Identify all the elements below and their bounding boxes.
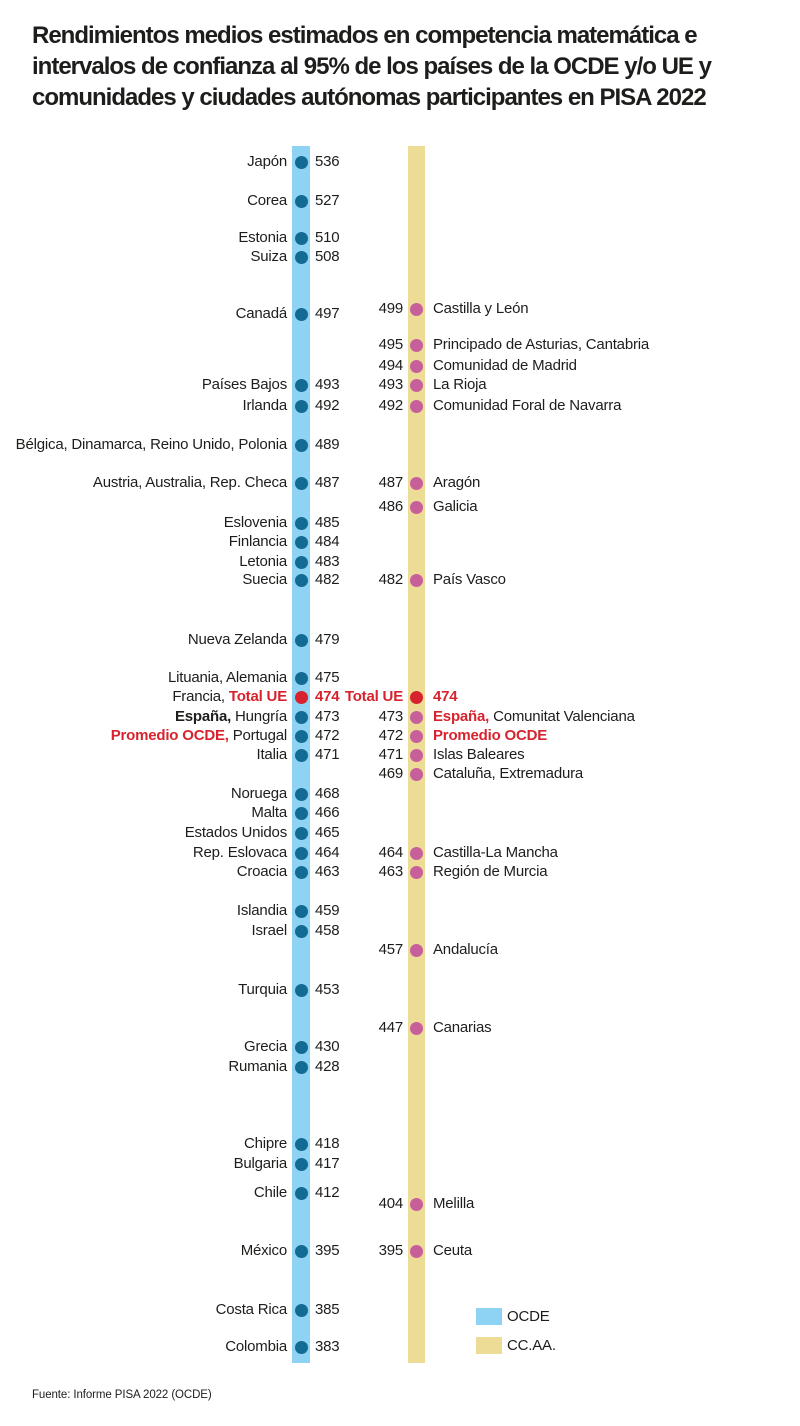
text-segment: 493 [315,376,340,393]
text-segment: Melilla [433,1195,475,1212]
text-segment: 412 [315,1184,340,1201]
text-segment: 457 [378,941,403,958]
ocde-row [0,191,800,211]
data-point-dot [410,944,423,957]
text-segment: Rep. Eslovaca [192,844,287,861]
text-segment: Total UE [228,688,287,705]
text-segment: Italia [256,746,287,763]
row-label [0,630,287,650]
row-value [280,940,403,960]
row-value [315,435,400,455]
text-segment: 395 [315,1242,340,1259]
row-value [280,1241,403,1261]
ccaa-row [0,1241,800,1261]
row-value [315,191,400,211]
text-segment: 465 [315,824,340,841]
text-segment: Islas Baleares [433,746,525,763]
row-value [315,247,400,267]
text-segment: 471 [315,746,340,763]
text-segment: Portugal [228,727,287,744]
row-value [315,1300,400,1320]
row-value [280,745,403,765]
data-point-dot [410,574,423,587]
text-segment: 492 [315,397,340,414]
ocde-row [0,980,800,1000]
ocde-row [0,228,800,248]
text-segment: 475 [315,669,340,686]
row-label [433,497,793,517]
row-value [280,356,403,376]
ocde-row [0,152,800,172]
text-segment: Comunidad de Madrid [433,357,577,374]
text-segment: Total UE [344,688,403,705]
text-segment: Bélgica, Dinamarca, Reino Unido, Polonia [15,436,287,453]
row-value [280,570,403,590]
text-segment: 510 [315,229,340,246]
row-label [433,570,793,590]
text-segment: 487 [378,474,403,491]
text-segment: Letonia [239,553,287,570]
ccaa-row [0,1194,800,1214]
data-point-dot [410,866,423,879]
data-point-dot [410,360,423,373]
text-segment: Promedio OCDE [433,727,548,744]
ccaa-row [0,940,800,960]
text-segment: Promedio OCDE, [110,727,229,744]
row-label [0,1300,287,1320]
row-label [433,396,793,416]
ocde-row [0,630,800,650]
text-segment: 464 [315,844,340,861]
row-value [315,1337,400,1357]
data-point-dot [410,749,423,762]
row-label [433,299,793,319]
ocde-row [0,1037,800,1057]
row-label [433,1241,793,1261]
text-segment: Comunitat Valenciana [489,708,635,725]
row-value [315,152,400,172]
row-value [280,1018,403,1038]
row-label [433,726,793,746]
row-value [315,532,400,552]
data-point-dot [295,807,308,820]
ccaa-row [0,570,800,590]
data-point-dot [295,672,308,685]
data-point-dot [410,400,423,413]
source-note: Fuente: Informe PISA 2022 (OCDE) [32,1389,212,1401]
data-point-dot [410,501,423,514]
ccaa-row [0,745,800,765]
row-value [280,726,403,746]
text-segment: 482 [378,571,403,588]
data-point-dot [295,1341,308,1354]
text-segment: 474 [433,688,458,705]
row-value [315,552,400,572]
ocde-row [0,1057,800,1077]
data-point-dot [295,1061,308,1074]
row-label [0,823,287,843]
row-label [433,687,793,707]
row-label [0,1337,287,1357]
row-value [315,1057,400,1077]
row-label [0,552,287,572]
text-segment: 536 [315,153,340,170]
page-title-line-1: Rendimientos medios estimados en competencia matemática e [32,22,697,49]
row-value [315,630,400,650]
data-point-dot [295,517,308,530]
text-segment: Islandia [236,902,287,919]
row-label [433,356,793,376]
ocde-row [0,1154,800,1174]
text-segment: 487 [315,474,340,491]
text-segment: 474 [315,688,340,705]
row-value [280,707,403,727]
page-title-line-3: comunidades y ciudades autónomas participantes en PISA 2022 [32,84,706,111]
text-segment: 418 [315,1135,340,1152]
row-label [0,191,287,211]
row-value [280,335,403,355]
row-label [0,1057,287,1077]
data-point-dot [295,156,308,169]
row-value [280,299,403,319]
row-value [315,921,400,941]
text-segment: 508 [315,248,340,265]
text-segment: La Rioja [433,376,487,393]
row-label [0,901,287,921]
data-point-dot [295,439,308,452]
text-segment: 479 [315,631,340,648]
row-value [315,901,400,921]
ccaa-row [0,335,800,355]
ccaa-legend-label: CC.AA. [507,1337,556,1354]
row-label [0,668,287,688]
row-value [315,1154,400,1174]
text-segment: Finlancia [228,533,287,550]
ocde-legend-swatch [476,1308,502,1325]
text-segment: Francia, [172,688,229,705]
text-segment: 417 [315,1155,340,1172]
ccaa-row [0,497,800,517]
text-segment: Comunidad Foral de Navarra [433,397,622,414]
row-value [315,823,400,843]
text-segment: 471 [378,746,403,763]
row-label [0,803,287,823]
ocde-row [0,435,800,455]
data-point-dot [295,1158,308,1171]
text-segment: Israel [251,922,287,939]
data-point-dot [295,984,308,997]
ocde-row [0,532,800,552]
text-segment: España, [174,708,232,725]
text-segment: Colombia [225,1338,287,1355]
ccaa-legend-swatch [476,1337,502,1354]
text-segment: Bulgaria [233,1155,287,1172]
data-point-dot [410,768,423,781]
text-segment: 484 [315,533,340,550]
row-value [315,1037,400,1057]
ccaa-row [0,356,800,376]
text-segment: Estados Unidos [184,824,287,841]
data-point-dot [295,556,308,569]
row-label [433,862,793,882]
text-segment: Suecia [242,571,287,588]
text-segment: Chipre [244,1135,287,1152]
ocde-row [0,803,800,823]
ccaa-row [0,375,800,395]
ocde-row [0,784,800,804]
text-segment: Estonia [238,229,287,246]
data-point-dot [410,691,423,704]
text-segment: 430 [315,1038,340,1055]
text-segment: 486 [378,498,403,515]
text-segment: Eslovenia [223,514,287,531]
ccaa-row [0,862,800,882]
text-segment: España, [433,708,490,725]
ocde-row [0,552,800,572]
text-segment: Lituania, Alemania [168,669,287,686]
row-label [0,228,287,248]
row-label [0,784,287,804]
data-point-dot [295,1138,308,1151]
text-segment: Andalucía [433,941,498,958]
row-label [0,1154,287,1174]
row-label [0,1037,287,1057]
text-segment: 527 [315,192,340,209]
data-point-dot [410,730,423,743]
row-value [280,396,403,416]
data-point-dot [295,634,308,647]
text-segment: 473 [315,708,340,725]
ocde-row [0,921,800,941]
text-segment: 472 [315,727,340,744]
data-point-dot [295,232,308,245]
row-label [433,375,793,395]
row-value [280,862,403,882]
data-point-dot [295,536,308,549]
text-segment: 473 [378,708,403,725]
text-segment: 497 [315,305,340,322]
ocde-row [0,823,800,843]
row-label [433,843,793,863]
row-value [315,803,400,823]
ccaa-row [0,707,800,727]
text-segment: 458 [315,922,340,939]
row-label [433,473,793,493]
text-segment: 493 [378,376,403,393]
text-segment: Corea [247,192,287,209]
ccaa-row [0,473,800,493]
text-segment: 463 [378,863,403,880]
row-label [0,152,287,172]
text-segment: 383 [315,1338,340,1355]
data-point-dot [295,788,308,801]
text-segment: 469 [378,765,403,782]
text-segment: Castilla-La Mancha [433,844,558,861]
row-value [280,764,403,784]
text-segment: México [240,1242,287,1259]
data-point-dot [410,303,423,316]
text-segment: Galicia [433,498,478,515]
row-label [433,1194,793,1214]
text-segment: Castilla y León [433,300,529,317]
ocde-row [0,1300,800,1320]
data-point-dot [295,195,308,208]
page-title-line-2: intervalos de confianza al 95% de los países de la OCDE y/o UE y [32,53,711,80]
row-value [280,1194,403,1214]
row-value [315,228,400,248]
row-label [433,1018,793,1038]
text-segment: País Vasco [433,571,506,588]
data-point-dot [410,339,423,352]
text-segment: Costa Rica [215,1301,287,1318]
data-point-dot [410,477,423,490]
ccaa-row [0,1018,800,1038]
row-value [315,668,400,688]
row-label [0,247,287,267]
page-title [32,20,711,113]
text-segment: 395 [378,1242,403,1259]
data-point-dot [410,1198,423,1211]
data-point-dot [410,1022,423,1035]
row-label [433,940,793,960]
text-segment: Rumania [228,1058,287,1075]
row-value [315,1134,400,1154]
text-segment: Canadá [235,305,287,322]
ocde-row [0,901,800,921]
text-segment: Canarias [433,1019,492,1036]
text-segment: Noruega [230,785,287,802]
text-segment: 404 [378,1195,403,1212]
text-segment: Aragón [433,474,481,491]
text-segment: Región de Murcia [433,863,548,880]
row-label [433,764,793,784]
data-point-dot [295,1304,308,1317]
row-label [433,707,793,727]
ccaa-row [0,396,800,416]
data-point-dot [410,1245,423,1258]
row-label [0,1134,287,1154]
text-segment: Grecia [244,1038,287,1055]
data-point-dot [295,1041,308,1054]
text-segment: 468 [315,785,340,802]
ocde-row [0,668,800,688]
text-segment: 466 [315,804,340,821]
ccaa-row [0,843,800,863]
text-segment: 385 [315,1301,340,1318]
text-segment: 463 [315,863,340,880]
text-segment: Hungría [231,708,287,725]
text-segment: 485 [315,514,340,531]
ccaa-row [0,687,800,707]
row-label [0,980,287,1000]
text-segment: 428 [315,1058,340,1075]
row-label [0,921,287,941]
text-segment: 499 [378,300,403,317]
text-segment: 447 [378,1019,403,1036]
data-point-dot [295,905,308,918]
text-segment: 494 [378,357,403,374]
row-value [280,687,403,707]
row-label [433,745,793,765]
ccaa-row [0,299,800,319]
ocde-row [0,1134,800,1154]
text-segment: 453 [315,981,340,998]
data-point-dot [295,251,308,264]
data-point-dot [410,379,423,392]
row-label [433,335,793,355]
ocde-row [0,247,800,267]
text-segment: 483 [315,553,340,570]
text-segment: Nueva Zelanda [187,631,287,648]
ccaa-row [0,764,800,784]
text-segment: Ceuta [433,1242,473,1259]
text-segment: Japón [247,153,287,170]
text-segment: Principado de Asturias, Cantabria [433,336,650,353]
text-segment: Malta [251,804,287,821]
text-segment: 495 [378,336,403,353]
text-segment: Cataluña, Extremadura [433,765,584,782]
data-point-dot [295,925,308,938]
row-label [0,532,287,552]
text-segment: Turquia [238,981,287,998]
text-segment: 489 [315,436,340,453]
text-segment: 459 [315,902,340,919]
row-value [280,473,403,493]
ocde-legend-label: OCDE [507,1308,550,1325]
row-value [315,784,400,804]
text-segment: Austria, Australia, Rep. Checa [92,474,287,491]
text-segment: Países Bajos [201,376,287,393]
text-segment: 464 [378,844,403,861]
text-segment: Irlanda [242,397,287,414]
text-segment: Suiza [250,248,287,265]
data-point-dot [295,827,308,840]
data-point-dot [410,847,423,860]
row-value [280,497,403,517]
row-value [280,375,403,395]
ocde-row [0,1337,800,1357]
row-value [280,843,403,863]
text-segment: Chile [253,1184,287,1201]
row-value [315,980,400,1000]
text-segment: Croacia [236,863,287,880]
row-label [0,435,287,455]
text-segment: 472 [378,727,403,744]
text-segment: 492 [378,397,403,414]
text-segment: 482 [315,571,340,588]
ccaa-row [0,726,800,746]
data-point-dot [410,711,423,724]
